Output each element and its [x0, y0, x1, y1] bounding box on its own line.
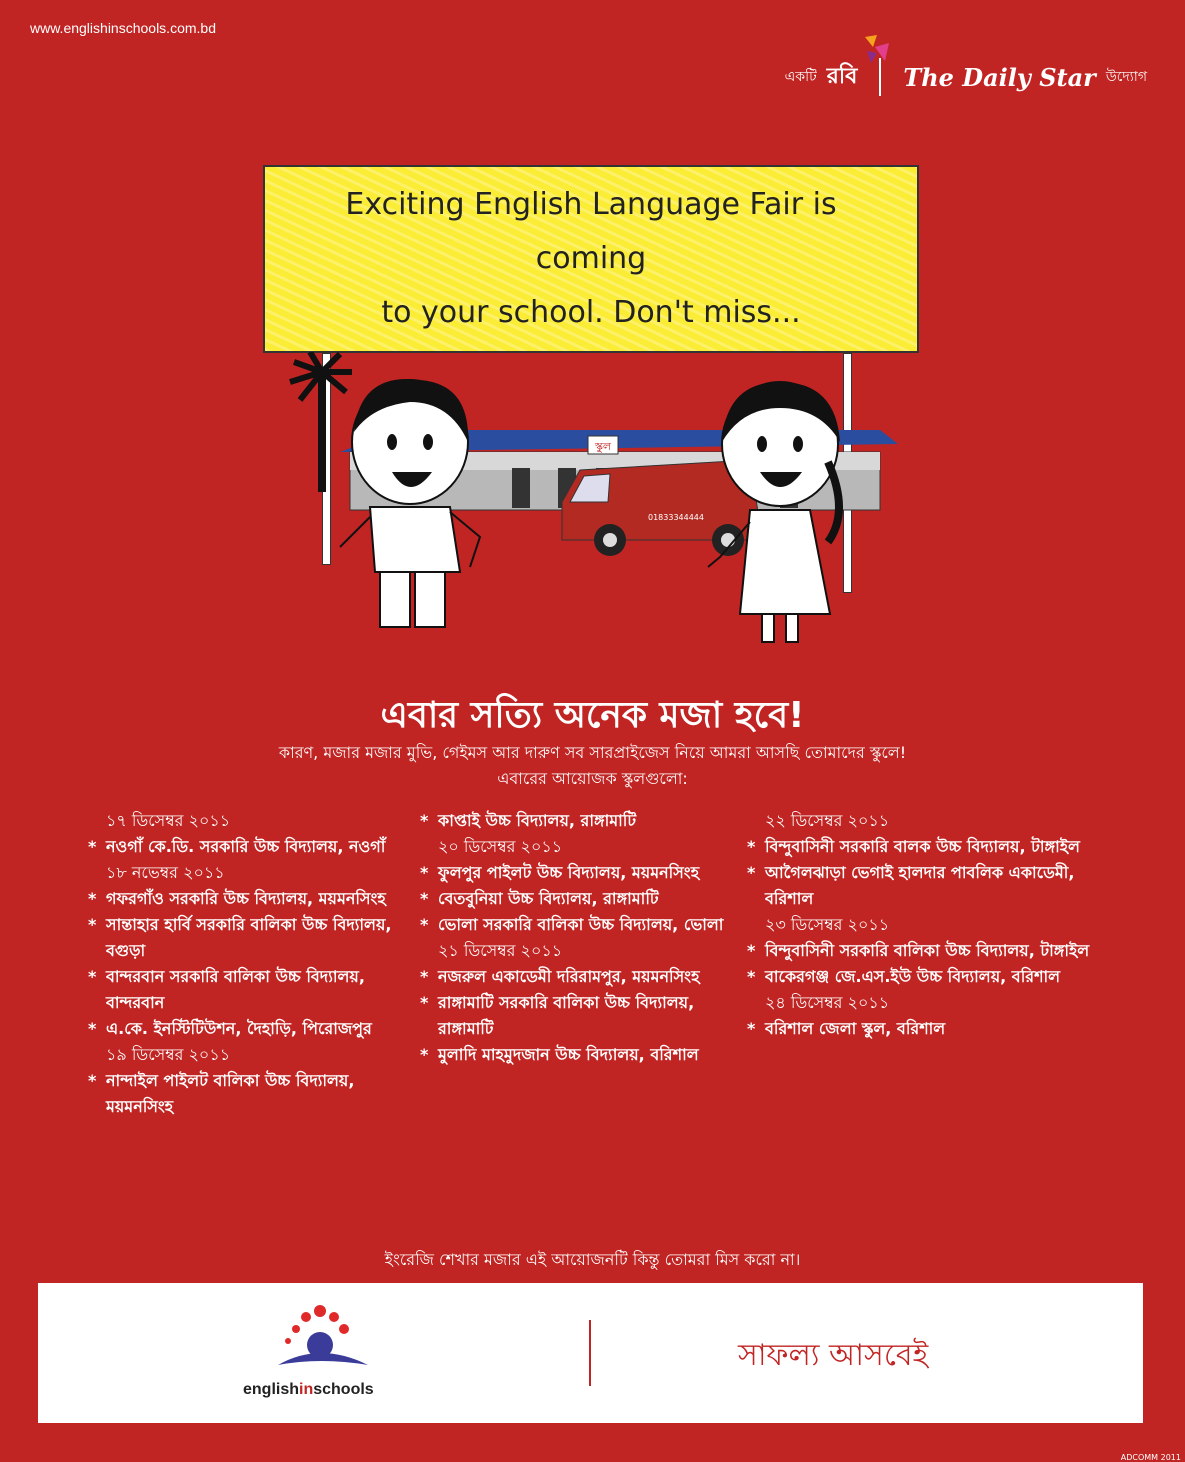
- school-entry: * বিন্দুবাসিনী সরকারি বালিকা উচ্চ বিদ্যালয়, টাঙ্গাইল: [747, 938, 1127, 964]
- schedule-column-3: [747, 808, 1127, 1042]
- bottom-logo-bar: [38, 1283, 1143, 1423]
- fair-banner: [263, 165, 919, 353]
- schedule-column-2: [420, 808, 740, 1068]
- palm-tree-icon: [290, 352, 352, 492]
- schedule-date: ১৭ ডিসেম্বর ২০১১: [106, 811, 231, 830]
- school-sign: স্কুল: [594, 440, 612, 453]
- englishinschools-logo-icon: [268, 1301, 388, 1381]
- school-entry: * সান্তাহার হার্বি সরকারি বালিকা উচ্চ বিদ্যালয়, বগুড়া: [88, 912, 418, 964]
- brand-divider: [879, 58, 881, 96]
- cartoon-scene: [280, 352, 910, 652]
- school-entry: * বিন্দুবাসিনী সরকারি বালক উচ্চ বিদ্যালয়, টাঙ্গাইল: [747, 834, 1127, 860]
- banner-line-2: to your school. Don't miss...: [381, 295, 801, 330]
- englishinschools-wordmark: englishinschools: [243, 1381, 374, 1398]
- schedule-date: ২২ ডিসেম্বর ২০১১: [765, 811, 890, 830]
- school-entry: * বেতবুনিয়া উচ্চ বিদ্যালয়, রাঙ্গামাটি: [420, 886, 740, 912]
- slogan: সাফল্য আসবেই: [738, 1338, 929, 1373]
- school-entry: * ভোলা সরকারি বালিকা উচ্চ বিদ্যালয়, ভোলা: [420, 912, 740, 938]
- school-entry: * নওগাঁ কে.ডি. সরকারি উচ্চ বিদ্যালয়, নওগাঁ: [88, 834, 418, 860]
- banner-line-1: Exciting English Language Fair is coming: [345, 187, 837, 276]
- subheadline: কারণ, মজার মজার মুভি, গেইমস আর দারুণ সব সারপ্রাইজেস নিয়ে আমরা আসছি তোমাদের স্কুলে!: [278, 743, 907, 762]
- school-entry: * গফরগাঁও সরকারি উচ্চ বিদ্যালয়, ময়মনসিংহ: [88, 886, 418, 912]
- schedule-date: ১৮ নভেম্বর ২০১১: [106, 863, 225, 882]
- schedule-date: ২০ ডিসেম্বর ২০১১: [438, 837, 563, 856]
- schedule-date: ২৪ ডিসেম্বর ২০১১: [765, 993, 890, 1012]
- footer-message: ইংরেজি শেখার মজার এই আয়োজনটি কিন্তু তোমরা মিস করো না।: [384, 1250, 801, 1269]
- school-entry: * মুলাদি মাহমুদজান উচ্চ বিদ্যালয়, বরিশাল: [420, 1042, 740, 1068]
- school-entry: * এ.কে. ইনস্টিটিউশন, দৈহাড়ি, পিরোজপুর: [88, 1016, 418, 1042]
- school-entry: * ফুলপুর পাইলট উচ্চ বিদ্যালয়, ময়মনসিংহ: [420, 860, 740, 886]
- headline: এবার সত্যি অনেক মজা হবে!: [380, 695, 805, 736]
- school-entry: * নান্দাইল পাইলট বালিকা উচ্চ বিদ্যালয়, ময়মনসিংহ: [88, 1068, 418, 1120]
- school-entry: * বান্দরবান সরকারি বালিকা উচ্চ বিদ্যালয়, বান্দরবান: [88, 964, 418, 1016]
- schedule-date: ১৯ ডিসেম্বর ২০১১: [106, 1045, 231, 1064]
- school-entry: * আগৈলঝাড়া ভেগাই হালদার পাবলিক একাডেমী, বরিশাল: [747, 860, 1127, 912]
- van-phone: 01833344444: [648, 513, 704, 522]
- schedule-date: ২১ ডিসেম্বর ২০১১: [438, 941, 563, 960]
- school-entry: * বাকেরগঞ্জ জে.এস.ইউ উচ্চ বিদ্যালয়, বরিশাল: [747, 964, 1127, 990]
- ad-code: ADCOMM 2011: [1120, 1453, 1181, 1462]
- brand-robi: রবি: [826, 63, 858, 89]
- website-url: www.englishinschools.com.bd: [30, 20, 216, 36]
- brand-suffix: উদ্যোগ: [1105, 69, 1147, 85]
- schedule-date: ২৩ ডিসেম্বর ২০১১: [765, 915, 890, 934]
- school-entry: * নজরুল একাডেমী দরিরামপুর, ময়মনসিংহ: [420, 964, 740, 990]
- schedule-column-1: [88, 808, 418, 1120]
- bottom-divider: [589, 1320, 591, 1386]
- schools-heading: এবারের আয়োজক স্কুলগুলো:: [497, 769, 688, 788]
- school-entry: * কাপ্তাই উচ্চ বিদ্যালয়, রাঙ্গামাটি: [420, 808, 740, 834]
- school-entry: * বরিশাল জেলা স্কুল, বরিশাল: [747, 1016, 1127, 1042]
- brand-daily-star: The Daily Star: [903, 62, 1096, 92]
- school-entry: * রাঙ্গামাটি সরকারি বালিকা উচ্চ বিদ্যালয়, রাঙ্গামাটি: [420, 990, 740, 1042]
- sponsor-brand: [785, 58, 1147, 96]
- brand-prefix: একটি: [784, 69, 817, 85]
